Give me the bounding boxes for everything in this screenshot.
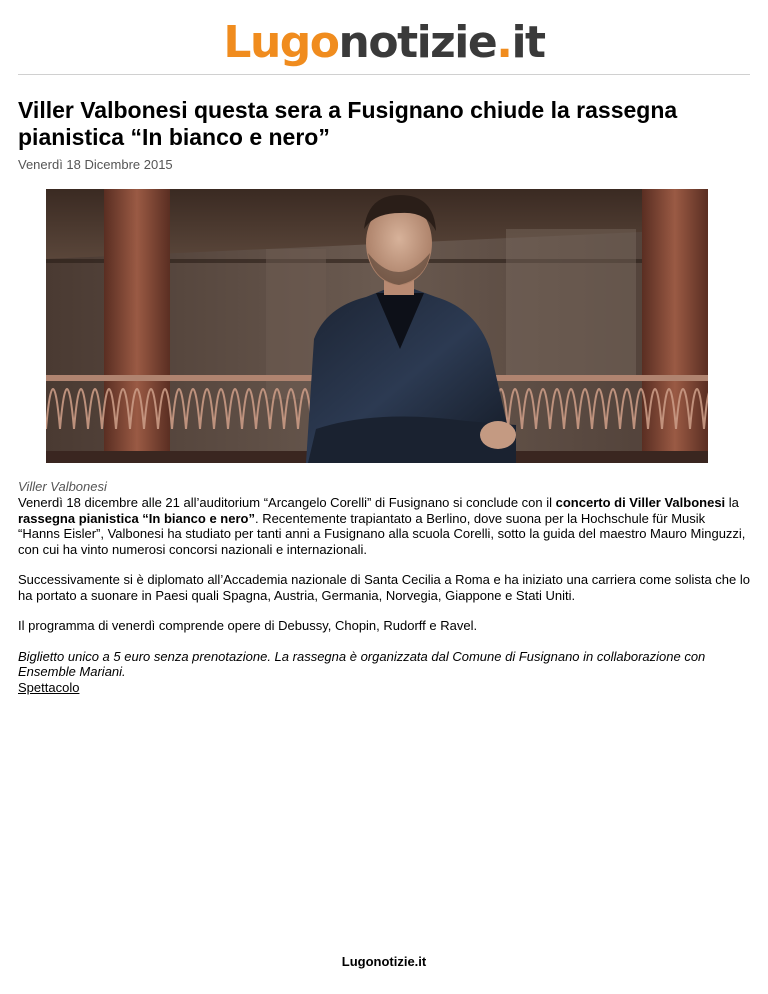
logo-part-it: it	[511, 17, 545, 68]
article-photo	[46, 189, 708, 463]
article-date: Venerdì 18 Dicembre 2015	[18, 157, 173, 172]
concert-highlight: concerto di Viller Valbonesi	[555, 495, 726, 510]
rassegna-highlight: rassegna pianistica “In bianco e nero”	[18, 510, 255, 526]
article-title: Viller Valbonesi questa sera a Fusignano chiude la rassegna pianistica “In bianco e nero”	[18, 97, 678, 150]
logo-wordmark	[223, 14, 544, 72]
paragraph-1	[18, 495, 750, 557]
article-body	[18, 495, 750, 695]
paragraph-1-text-b: la	[725, 495, 739, 510]
site-logo[interactable]	[0, 14, 768, 72]
logo-dot: .	[496, 17, 512, 68]
logo-part-lugo: Lugo	[223, 17, 339, 68]
category-link-spettacolo[interactable]: Spettacolo	[18, 679, 80, 695]
ticket-note: Biglietto unico a 5 euro senza prenotazione. La rassegna è organizzata dal Comune di Fusignano in collaborazione con Ensemble Mariani.	[18, 648, 706, 679]
paragraph-1-text-c: . Recentemente trapiantato a Berlino, dove suona per la Hochschule für Musik “Hanns Eisler”, Valbonesi ha studiato per tanti anni a Fusignano alla scuola Corelli, sotto la guida del maestro Mauro Minguzzi, con cui ha vinto numerosi concorsi nazionali e internazionali.	[18, 510, 746, 557]
footer-site-name: Lugonotizie.it	[341, 954, 427, 969]
logo-part-notizie: notizie	[338, 17, 497, 68]
paragraph-3: Il programma di venerdì comprende opere di Debussy, Chopin, Rudorff e Ravel.	[18, 618, 478, 633]
paragraph-2: Successivamente si è diplomato all’Accademia nazionale di Santa Cecilia a Roma e ha iniziato una carriera come solista che lo ha portato a suonare in Paesi quali Spagna, Austria, Germania, Norvegia, Giappone e Stati Uniti.	[18, 572, 750, 603]
image-caption: Viller Valbonesi	[18, 479, 107, 494]
header-divider	[18, 74, 750, 75]
paragraph-1-text-a: Venerdì 18 dicembre alle 21 all’auditorium “Arcangelo Corelli” di Fusignano si conclude con il	[18, 495, 556, 510]
